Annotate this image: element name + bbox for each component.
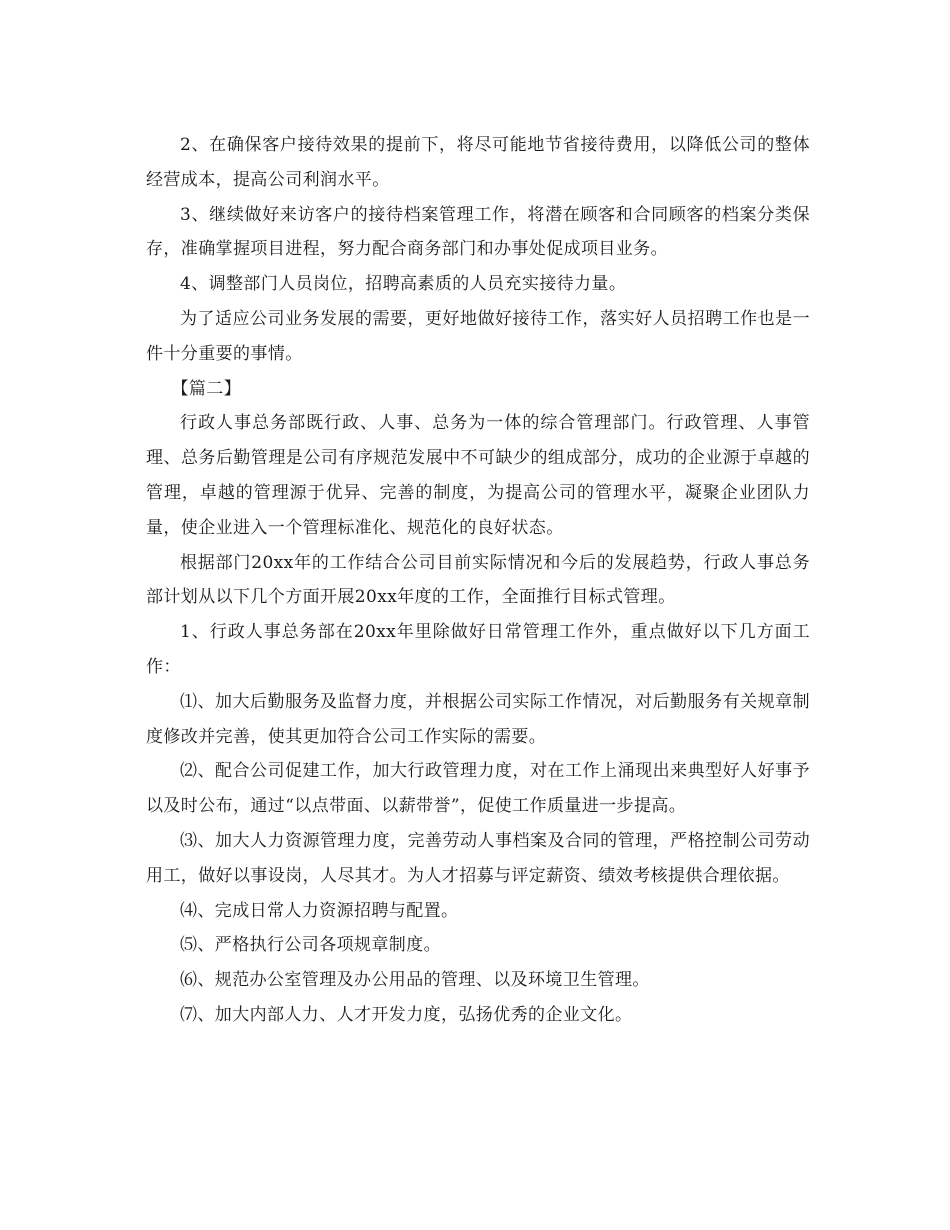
section-heading: 【篇二】: [171, 378, 242, 399]
subitem-2: ⑵、配合公司促建工作，加大行政管理力度，对在工作上涌现出来典型好人好事予以及时公布，通过“以点带面、以薪带誉”，促使工作质量进一步提高。: [146, 761, 810, 817]
subitem-5: ⑸、严格执行公司各项规章制度。: [180, 935, 441, 956]
subitem-6: ⑹、规范办公室管理及办公用品的管理、以及环境卫生管理。: [180, 970, 650, 991]
paragraph-item-4: 4、调整部门人员岗位，招聘高素质的人员充实接待力量。: [180, 274, 627, 295]
subitem-1: ⑴、加大后勤服务及监督力度，并根据公司实际工作情况，对后勤服务有关规章制度修改并完善，使其更加符合公司工作实际的需要。: [146, 691, 810, 747]
subitem-3: ⑶、加大人力资源管理力度，完善劳动人事档案及合同的管理，严格控制公司劳动用工，做好以事设岗，人尽其才。为人才招募与评定薪资、绩效考核提供合理依据。: [146, 830, 810, 886]
paragraph-item-1: 1、行政人事总务部在20xx年里除做好日常管理工作外，重点做好以下几方面工作：: [146, 622, 810, 677]
document-body: [146, 128, 810, 1033]
paragraph-item-2: 2、在确保客户接待效果的提前下，将尽可能地节省接待费用，以降低公司的整体经营成本，提高公司利润水平。: [146, 135, 810, 190]
paragraph-intro: 行政人事总务部既行政、人事、总务为一体的综合管理部门。行政管理、人事管理、总务后勤管理是公司有序规范发展中不可缺少的组成部分，成功的企业源于卓越的管理，卓越的管理源于优异、完善的制度，为提高公司的管理水平，凝聚企业团队力量，使企业进入一个管理标准化、规范化的良好状态。: [146, 413, 810, 538]
paragraph-recruitment: 为了适应公司业务发展的需要，更好地做好接待工作，落实好人员招聘工作也是一件十分重要的事情。: [146, 308, 810, 364]
paragraph-item-3: 3、继续做好来访客户的接待档案管理工作，将潜在顾客和合同顾客的档案分类保存，准确掌握项目进程，努力配合商务部门和办事处促成项目业务。: [146, 204, 810, 260]
subitem-4: ⑷、完成日常人力资源招聘与配置。: [180, 900, 459, 921]
paragraph-plan: 根据部门20xx年的工作结合公司目前实际情况和今后的发展趋势，行政人事总务部计划从以下几个方面开展20xx年度的工作，全面推行目标式管理。: [146, 552, 810, 608]
subitem-7: ⑺、加大内部人力、人才开发力度，弘扬优秀的企业文化。: [180, 1004, 633, 1025]
